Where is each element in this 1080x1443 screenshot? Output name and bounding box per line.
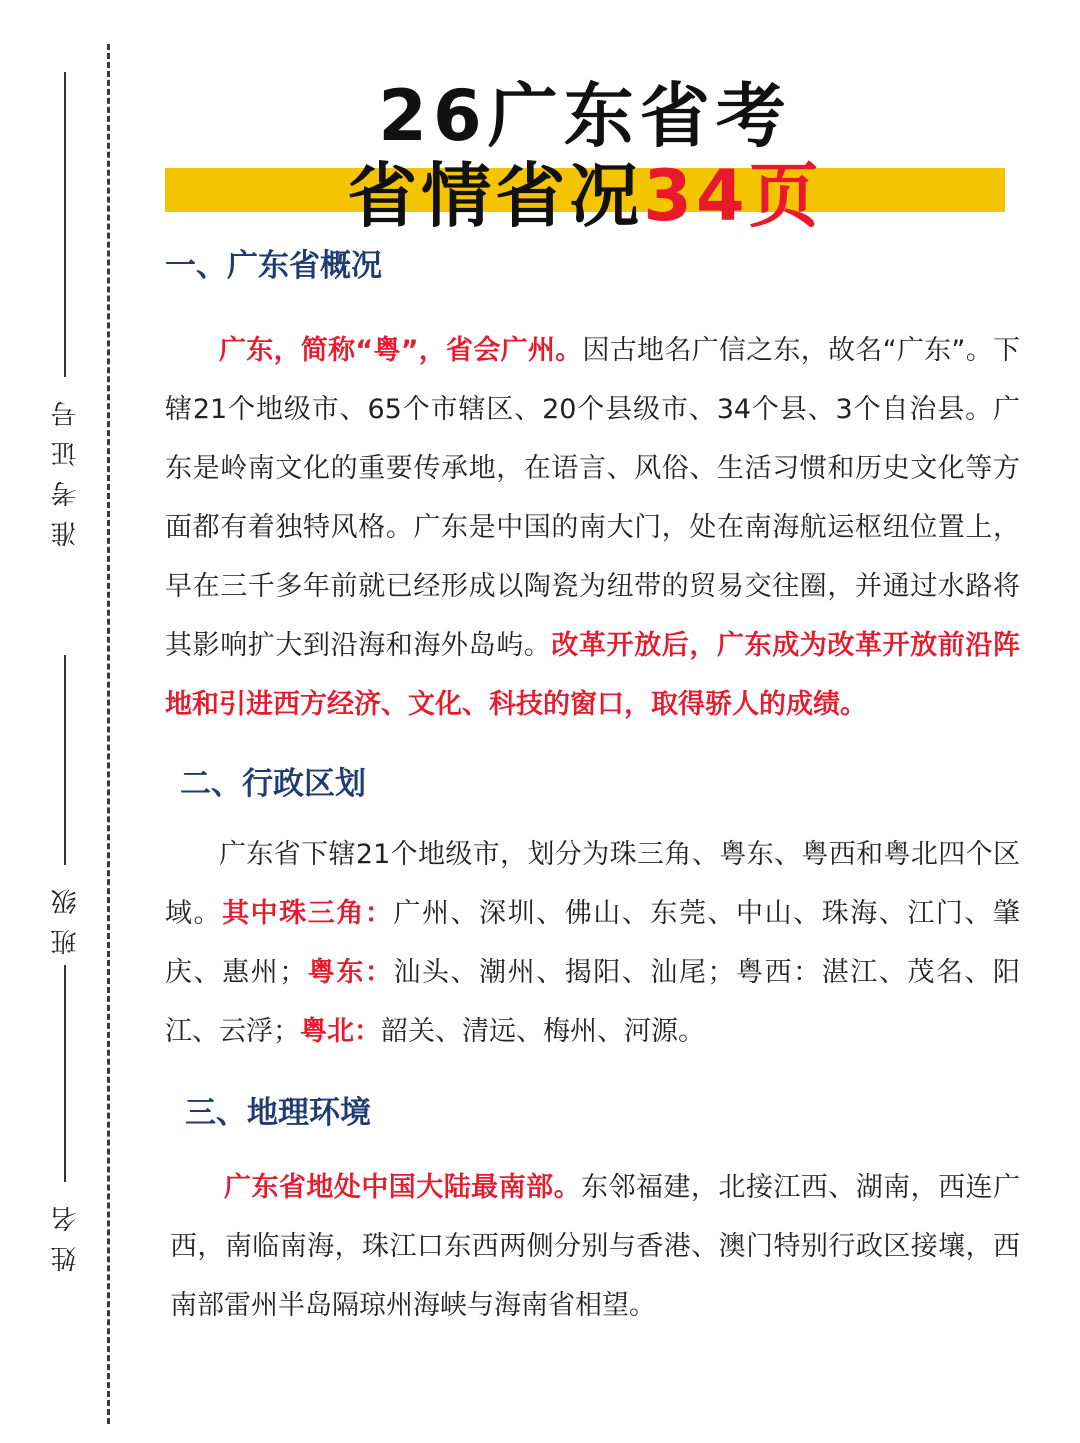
geography-highlight: 广东省地处中国大陆最南部。	[224, 1172, 582, 1203]
section-heading-admin-division: 二、行政区划	[180, 766, 366, 802]
overview-highlight: 广东，简称“粤”，省会广州。	[219, 335, 583, 366]
geography-text: 东邻福建，北接江西、湖南，西连广西，南临南海，珠江口东西两侧分别与香港、澳门特别行政区接壤，西南部雷州半岛隔琼州海峡与海南省相望。	[170, 1172, 1021, 1321]
name-label: 姓名	[50, 1192, 81, 1272]
exam-id-label: 准考证号	[50, 387, 81, 547]
admin-text-prd-cities: 广州、深圳、佛山、东莞、中山、珠海、江门、肇庆、惠州；	[165, 898, 1021, 988]
document-body	[165, 240, 1020, 1335]
admin-text-intro: 广东省下辖21个地级市，划分为珠三角、粤东、粤西和粤北四个区域。	[165, 839, 1020, 929]
exam-binding-margin	[0, 0, 112, 1443]
paragraph-geography	[165, 1158, 1020, 1335]
subtitle-main: 省情省况	[347, 155, 644, 237]
admin-highlight-prd: 其中珠三角：	[222, 898, 394, 929]
cut-line	[107, 44, 110, 1424]
admin-text-north-cities: 韶关、清远、梅州、河源。	[381, 1016, 705, 1047]
admin-text-east-west: 汕头、潮州、揭阳、汕尾；粤西：湛江、茂名、阳江、云浮；	[165, 957, 1021, 1047]
class-field	[40, 655, 90, 1075]
admin-highlight-north: 粤北：	[300, 1016, 381, 1047]
page-subtitle	[120, 140, 1050, 241]
overview-text: 因古地名广信之东，故名“广东”。下辖21个地级市、65个市辖区、20个县级市、34个县、3个自治县。广东是岭南文化的重要传承地，在语言、风俗、生活习惯和历史文化等方面都有着独特风格。广东是中国的南大门，处在南海航运枢纽位置上，早在三千多年前就已经形成以陶瓷为纽带的贸易交往圈，并通过水路将其影响扩大到沿海和海外岛屿。	[165, 335, 1020, 661]
class-blank-line-bottom	[64, 965, 66, 1075]
subtitle-accent: 34页	[643, 155, 823, 237]
paragraph-overview	[165, 321, 1020, 734]
exam-id-field	[40, 72, 90, 557]
overview-highlight-reform: 改革开放后，广东成为改革开放前沿阵地和引进西方经济、文化、科技的窗口，取得骄人的成绩。	[165, 630, 1021, 720]
page-title: 26广东省考	[378, 75, 792, 157]
class-label: 班级	[50, 875, 81, 955]
name-field	[40, 1072, 90, 1282]
page-header	[120, 50, 1050, 237]
section-heading-overview: 一、广东省概况	[165, 248, 382, 284]
section-heading-geography: 三、地理环境	[185, 1095, 371, 1131]
paragraph-admin-division	[165, 825, 1020, 1061]
class-blank-line	[64, 655, 66, 865]
name-blank-line	[64, 1072, 66, 1182]
admin-highlight-east: 粤东：	[306, 957, 394, 988]
exam-id-blank-line	[64, 72, 66, 377]
